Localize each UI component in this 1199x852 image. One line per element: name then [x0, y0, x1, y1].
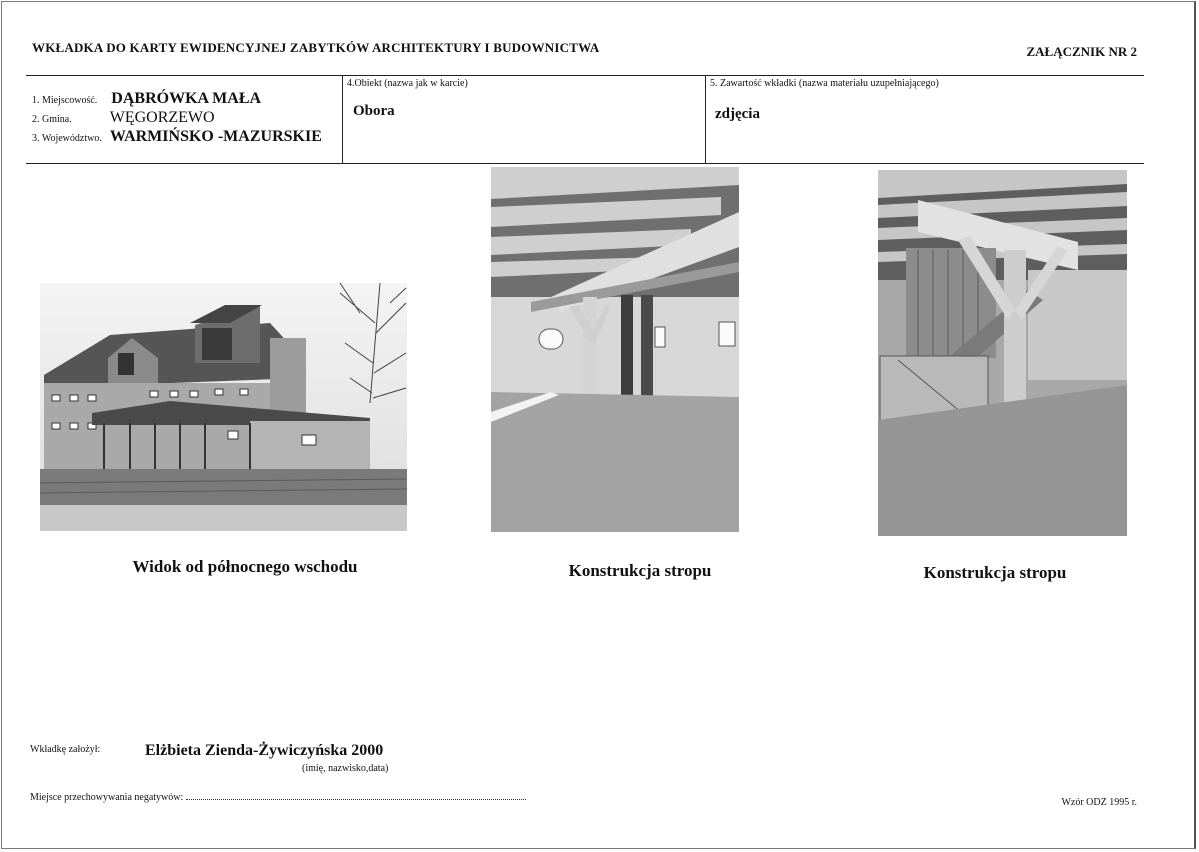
contents-value: zdjęcia [715, 106, 760, 122]
ceiling-construction-image [491, 167, 739, 532]
ceiling-construction-photo-2 [878, 170, 1127, 536]
commune-value: WĘGORZEWO [109, 109, 215, 126]
commune-row [32, 109, 215, 127]
form-model: Wzór ODZ 1995 r. [1061, 797, 1137, 808]
voivodeship-value: WARMIŃSKO -MAZURSKIE [109, 128, 322, 145]
ceiling-construction-photo-1 [491, 167, 739, 532]
place-row [32, 90, 261, 108]
ceiling-construction-image [878, 170, 1127, 536]
place-label: 1. Miejscowość. [32, 95, 98, 106]
column-divider [705, 76, 706, 163]
voivodeship-label: 3. Województwo. [32, 133, 102, 144]
contents-label: 5. Zawartość wkładki (nazwa materiału uzupełniającego) [710, 78, 939, 89]
voivodeship-row [32, 128, 322, 146]
document-title: WKŁADKA DO KARTY EWIDENCYJNEJ ZABYTKÓW ARCHITEKTURY I BUDOWNICTWA [32, 40, 600, 55]
photo-caption-2: Konstrukcja stropu [568, 561, 712, 580]
author-label: Wkładkę założył: [30, 744, 101, 755]
negatives-label: Miejsce przechowywania negatywów: [30, 792, 184, 803]
object-label: 4.Obiekt (nazwa jak w karcie) [347, 78, 468, 89]
author-hint: (imię, nazwisko,data) [302, 763, 389, 774]
commune-label: 2. Gmina. [32, 114, 72, 125]
place-value: DĄBRÓWKA MAŁA [111, 90, 262, 107]
column-divider [342, 76, 343, 163]
barn-exterior-photo [40, 283, 407, 531]
negatives-dotted-line [186, 791, 526, 800]
negatives-row [30, 791, 526, 803]
annex-number: ZAŁĄCZNIK NR 2 [1026, 44, 1137, 59]
author-value: Elżbieta Zienda-Żywiczyńska 2000 [145, 742, 384, 759]
barn-exterior-image [40, 283, 407, 531]
object-value: Obora [353, 103, 395, 119]
header-table [26, 75, 1144, 164]
photo-caption-3: Konstrukcja stropu [923, 563, 1067, 582]
photo-caption-1: Widok od północnego wschodu [132, 557, 358, 576]
